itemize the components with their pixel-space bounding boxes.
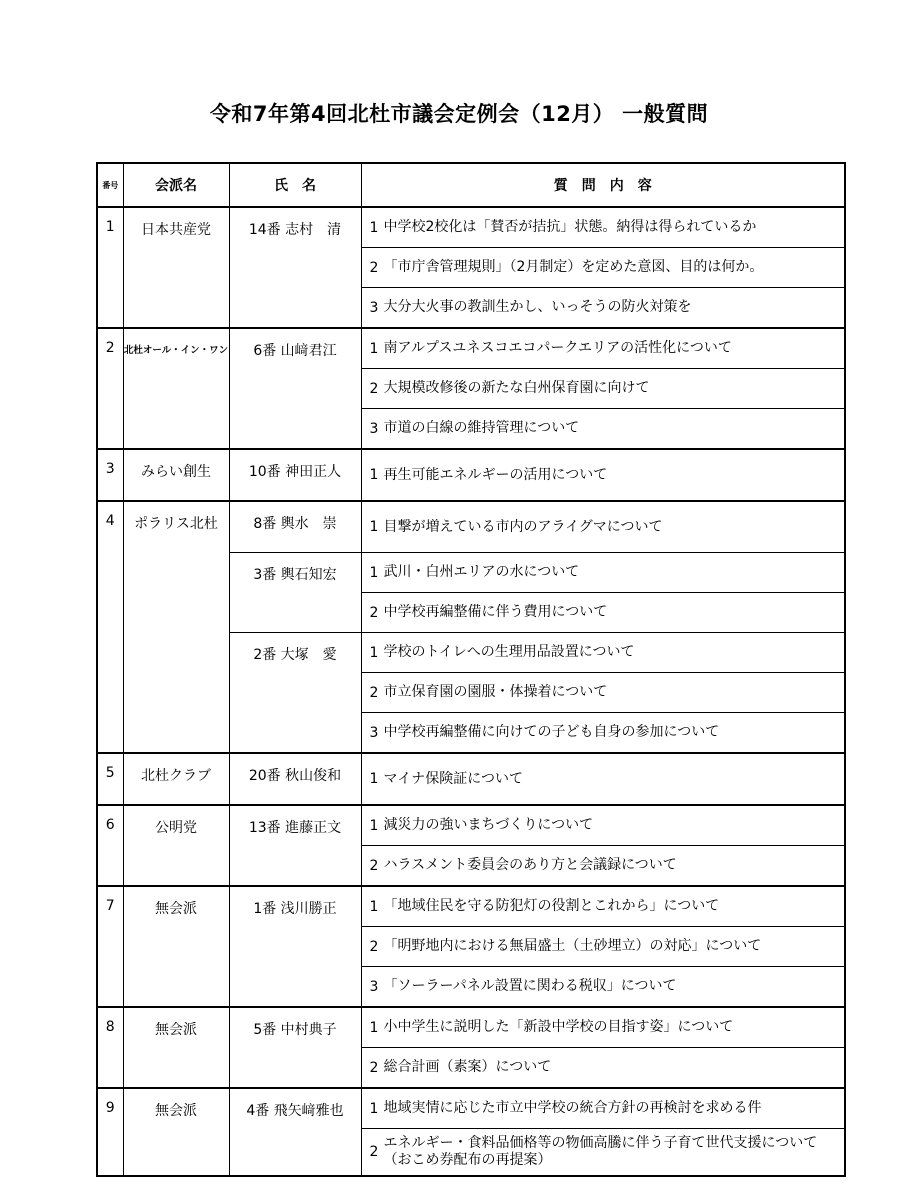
question-number: 1 [369, 644, 379, 661]
question-number: 1 [369, 219, 379, 236]
party-name: 無会派 [123, 886, 229, 1007]
member-name: 6番 山﨑君江 [229, 328, 361, 449]
question-number: 2 [369, 1144, 379, 1160]
question-number: 1 [369, 817, 379, 834]
header-party: 会派名 [123, 163, 229, 207]
table-row [97, 753, 845, 805]
table-row [97, 805, 845, 846]
question-cell [361, 449, 845, 501]
member-name: 20番 秋山俊和 [229, 753, 361, 805]
question-cell [361, 846, 845, 887]
question-text: 目撃が増えている市内のアライグマについて [383, 518, 663, 535]
question-cell [361, 1048, 845, 1089]
question-cell [361, 501, 845, 553]
question-number: 3 [369, 978, 379, 995]
question-number: 2 [369, 938, 379, 955]
member-name: 10番 神田正人 [229, 449, 361, 501]
question-cell [361, 633, 845, 673]
question-text: 再生可能エネルギーの活用について [383, 466, 608, 483]
question-number: 3 [369, 299, 379, 316]
question-number: 2 [369, 380, 379, 397]
party-name: 公明党 [123, 805, 229, 886]
question-cell [361, 409, 845, 450]
question-cell [361, 673, 845, 713]
question-cell [361, 248, 845, 288]
question-cell [361, 886, 845, 927]
party-name: 北杜クラブ [123, 753, 229, 805]
party-name: 日本共産党 [123, 207, 229, 328]
member-name: 1番 浅川勝正 [229, 886, 361, 1007]
question-text: 学校のトイレへの生理用品設置について [383, 644, 635, 660]
member-name: 2番 大塚 愛 [229, 633, 361, 754]
question-number: 1 [369, 1100, 379, 1117]
question-table [96, 162, 846, 1177]
member-name: 5番 中村典子 [229, 1007, 361, 1088]
question-number: 1 [369, 1019, 379, 1036]
group-number: 5 [97, 753, 123, 805]
question-text: 市道の白線の維持管理について [383, 420, 580, 436]
member-name: 4番 飛矢﨑雅也 [229, 1088, 361, 1176]
question-cell [361, 593, 845, 633]
header-row [97, 163, 845, 207]
question-text: 小中学生に説明した「新設中学校の目指す姿」について [383, 1019, 734, 1035]
question-text: 中学校2校化は「賛否が拮抗」状態。納得は得られているか [383, 219, 757, 235]
question-number: 1 [369, 771, 379, 787]
question-text: 南アルプスユネスコエコパークエリアの活性化について [383, 340, 732, 356]
party-name: 無会派 [123, 1088, 229, 1176]
question-text: 減災力の強いまちづくりについて [383, 817, 594, 833]
question-cell [361, 967, 845, 1008]
question-number: 2 [369, 684, 379, 701]
question-cell [361, 369, 845, 409]
question-cell [361, 1088, 845, 1129]
group-number: 8 [97, 1007, 123, 1088]
table-row [97, 1007, 845, 1048]
question-text: 中学校再編整備に伴う費用について [383, 604, 608, 620]
question-number: 2 [369, 1059, 379, 1076]
question-cell [361, 288, 845, 329]
question-number: 2 [369, 259, 379, 276]
question-cell [361, 1129, 845, 1177]
table-row [97, 1088, 845, 1129]
question-text: 「地域住民を守る防犯灯の役割とこれから」について [383, 898, 720, 914]
question-text: エネルギー・食料品価格等の物価高騰に伴う子育て世代支援について（おこめ券配布の再提案） [383, 1135, 818, 1168]
header-content: 質 問 内 容 [361, 163, 845, 207]
question-text: マイナ保険証について [383, 770, 523, 787]
question-text: 大分大火事の教訓生かし、いっそうの防火対策を [383, 299, 692, 315]
group-number: 1 [97, 207, 123, 328]
question-number: 3 [369, 724, 379, 741]
question-text: 総合計画（素案）について [383, 1059, 552, 1075]
group-number: 2 [97, 328, 123, 449]
group-number: 9 [97, 1088, 123, 1176]
group-number: 4 [97, 501, 123, 753]
question-text: 大規模改修後の新たな白州保育園に向けて [383, 380, 650, 396]
question-text: 「市庁舎管理規則」（2月制定）を定めた意図、目的は何か。 [383, 259, 764, 275]
question-cell [361, 207, 845, 248]
question-number: 1 [369, 519, 379, 535]
question-text: 「ソーラーパネル設置に関わる税収」について [383, 978, 677, 994]
question-number: 2 [369, 857, 379, 874]
member-name: 14番 志村 清 [229, 207, 361, 328]
question-cell [361, 805, 845, 846]
party-name: 無会派 [123, 1007, 229, 1088]
question-text: 「明野地内における無届盛土（土砂埋立）の対応」について [383, 938, 762, 954]
table-row [97, 449, 845, 501]
question-number: 2 [369, 604, 379, 621]
question-cell [361, 753, 845, 805]
table-row [97, 207, 845, 248]
question-number: 1 [369, 340, 379, 357]
question-cell [361, 927, 845, 967]
table-body [97, 207, 845, 1176]
table-row [97, 886, 845, 927]
question-text: 地域実情に応じた市立中学校の統合方針の再検討を求める件 [383, 1100, 762, 1116]
question-text: 中学校再編整備に向けての子ども自身の参加について [383, 724, 720, 740]
question-cell [361, 713, 845, 754]
party-name: ポラリス北杜 [123, 501, 229, 753]
group-number: 7 [97, 886, 123, 1007]
question-text: 武川・白州エリアの水について [383, 564, 580, 580]
page-title: 令和7年第4回北杜市議会定例会（12月） 一般質問 [209, 102, 709, 126]
header-name: 氏 名 [229, 163, 361, 207]
member-name: 13番 進藤正文 [229, 805, 361, 886]
party-name: 北杜オール・イン・ワン [123, 328, 229, 449]
member-name: 8番 輿水 崇 [229, 501, 361, 553]
group-number: 6 [97, 805, 123, 886]
question-cell [361, 328, 845, 369]
question-cell [361, 1007, 845, 1048]
party-name: みらい創生 [123, 449, 229, 501]
group-number: 3 [97, 449, 123, 501]
question-number: 3 [369, 420, 379, 437]
question-text: 市立保育園の園服・体操着について [383, 684, 608, 700]
question-cell [361, 553, 845, 593]
table-row [97, 501, 845, 553]
question-number: 1 [369, 564, 379, 581]
table-row [97, 328, 845, 369]
header-num: 番号 [97, 163, 123, 207]
member-name: 3番 輿石知宏 [229, 553, 361, 633]
question-number: 1 [369, 898, 379, 915]
question-text: ハラスメント委員会のあり方と会議録について [383, 857, 677, 873]
question-number: 1 [369, 467, 379, 483]
